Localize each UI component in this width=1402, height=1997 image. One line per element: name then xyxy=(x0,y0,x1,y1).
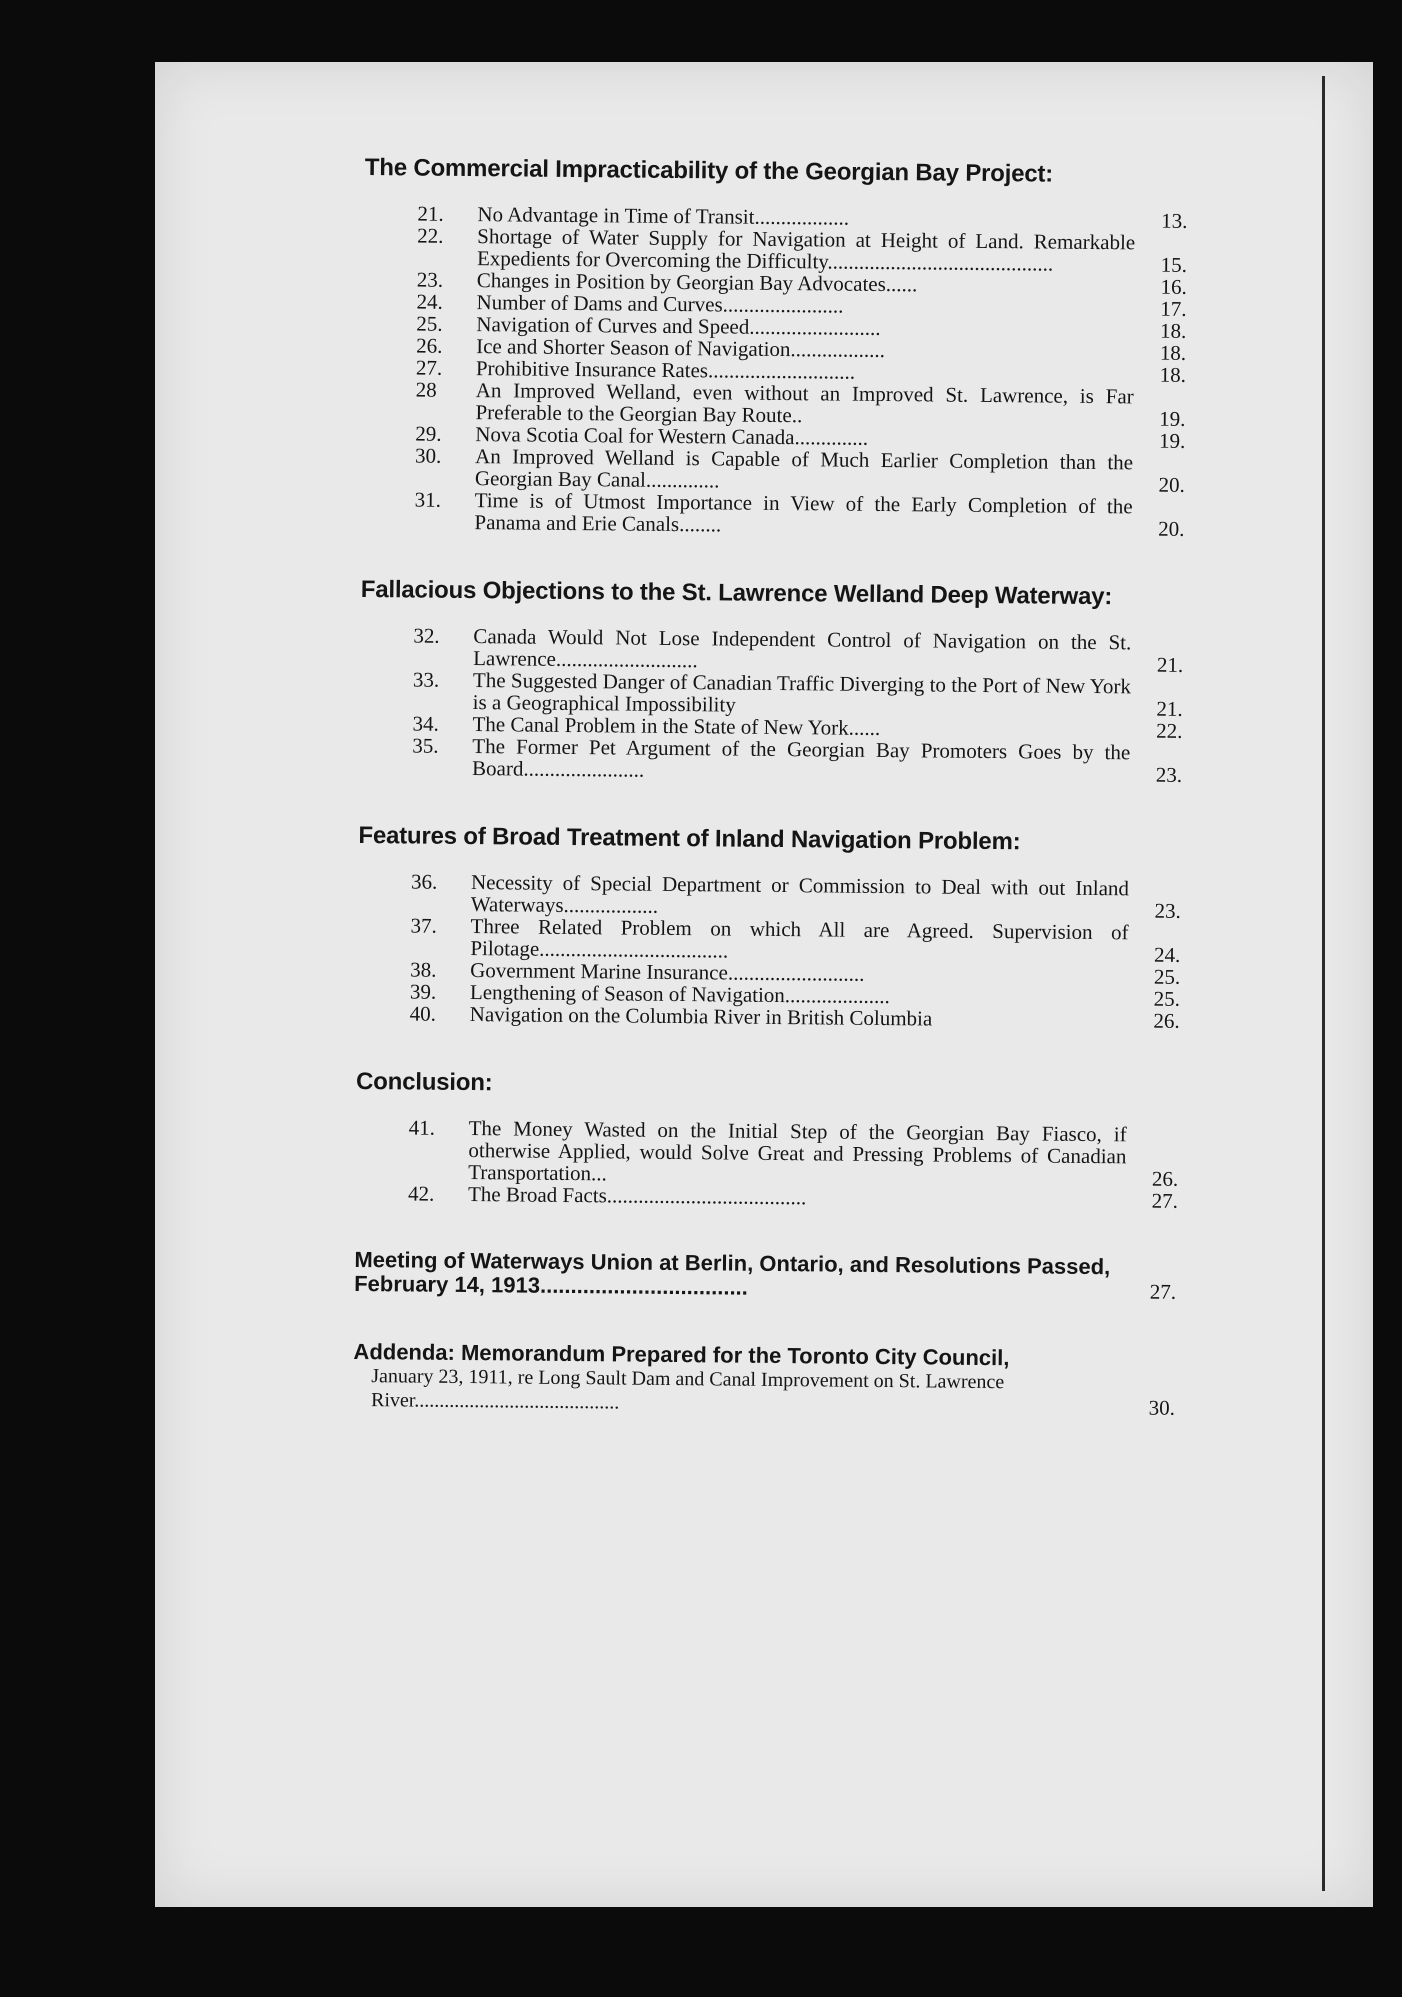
entry-title: Government Marine Insurance.......................... xyxy=(470,958,865,986)
entry-number: 41. xyxy=(408,1115,436,1140)
entry-number: 33. xyxy=(412,667,440,692)
entry-number: 42. xyxy=(407,1181,435,1206)
addenda-row xyxy=(353,1364,1175,1420)
toc-entry xyxy=(408,1116,1179,1189)
entry-title: The Suggested Danger of Canadian Traffic Diverging to the Port of New York is a Geographical Impossibility xyxy=(472,668,1132,717)
entry-page: 27. xyxy=(1151,1188,1179,1213)
entry-number: 26. xyxy=(416,333,443,358)
section-broad-treatment xyxy=(357,822,1339,1033)
entry-title: The Former Pet Argument of the Georgian Bay Promoters Goes by the Board....................... xyxy=(471,734,1131,782)
entry-page: 20. xyxy=(1158,516,1185,541)
entry-page: 24. xyxy=(1153,942,1181,967)
entry-page: 22. xyxy=(1156,718,1183,743)
toc-entry xyxy=(414,488,1184,539)
entry-page: 25. xyxy=(1153,964,1181,989)
section-heading: Fallacious Objections to the St. Lawrence Welland Deep Waterway: xyxy=(360,575,1113,611)
entry-title: Navigation on the Columbia River in British Columbia xyxy=(469,1002,933,1031)
entry-number: 36. xyxy=(410,869,438,894)
entry-list xyxy=(408,1116,1179,1211)
entry-number: 23. xyxy=(416,267,444,292)
entry-number: 32. xyxy=(413,623,440,648)
entry-title: Number of Dams and Curves....................... xyxy=(476,290,844,318)
entry-title: An Improved Welland, even without an Improved St. Lawrence, is Far Preferable to the Georgian Bay Route.. xyxy=(475,378,1134,428)
entry-number: 27. xyxy=(415,355,443,380)
entry-number: 30. xyxy=(414,443,442,468)
entry-title: Three Related Problem on which All are Agreed. Supervision of Pilotage.................................... xyxy=(470,914,1129,963)
entry-title: The Canal Problem in the State of New York...... xyxy=(472,712,881,740)
entry-page: 26. xyxy=(1151,1166,1179,1191)
toc-entry xyxy=(412,734,1182,785)
entry-number: 39. xyxy=(409,979,437,1004)
meeting-page: 27. xyxy=(1149,1279,1177,1304)
entry-number: 34. xyxy=(412,711,439,736)
entry-title: Nova Scotia Coal for Western Canada.............. xyxy=(475,422,869,450)
section-heading: Conclusion: xyxy=(355,1067,493,1097)
entry-title: Shortage of Water Supply for Navigation at Height of Land. Remarkable Expedients for Overcoming the Difficulty........................................... xyxy=(476,224,1136,276)
entry-title: Lengthening of Season of Navigation.................... xyxy=(469,980,890,1009)
entry-list xyxy=(412,624,1183,785)
entry-title: The Money Wasted on the Initial Step of the Georgian Bay Fiasco, if otherwise Applied, would Solve Great and Pressing Problems of Canadian Transportation... xyxy=(468,1116,1127,1186)
entry-title: Prohibitive Insurance Rates............................ xyxy=(475,356,856,384)
entry-number: 37. xyxy=(410,913,437,938)
addenda-entry xyxy=(353,1340,1334,1421)
entry-page: 21. xyxy=(1156,652,1184,677)
meeting-row xyxy=(354,1248,1176,1304)
entry-page: 13. xyxy=(1161,208,1188,233)
entry-title: The Broad Facts...................................... xyxy=(467,1182,807,1210)
entry-page: 23. xyxy=(1154,898,1181,923)
entry-list xyxy=(414,203,1187,540)
entry-title: Navigation of Curves and Speed......................... xyxy=(476,312,881,340)
section-georgian-bay-impracticability xyxy=(361,154,1345,541)
entry-number: 31. xyxy=(414,487,442,512)
entry-number: 24. xyxy=(416,289,443,314)
entry-title: Ice and Shorter Season of Navigation.................. xyxy=(476,334,886,362)
entry-title: Changes in Position by Georgian Bay Advocates...... xyxy=(476,268,918,297)
entry-number: 40. xyxy=(409,1001,437,1026)
entry-number: 29. xyxy=(415,421,442,446)
entry-title: Time is of Utmost Importance in View of the Early Completion of the Panama and Erie Canals........ xyxy=(474,488,1133,537)
entry-page: 18. xyxy=(1159,340,1187,365)
entry-page: 16. xyxy=(1160,274,1187,299)
entry-number: 25. xyxy=(416,311,443,336)
entry-page: 25. xyxy=(1153,986,1181,1011)
meeting-entry xyxy=(354,1248,1334,1305)
entry-page: 26. xyxy=(1153,1008,1180,1033)
entry-title: Canada Would Not Lose Independent Control of Navigation on the St. Lawrence........................... xyxy=(473,624,1132,673)
table-of-contents xyxy=(353,154,1345,1465)
entry-page: 19. xyxy=(1159,406,1186,431)
entry-page: 23. xyxy=(1155,762,1183,787)
entry-number: 28 xyxy=(415,377,437,402)
addenda-title: Addenda: Memorandum Prepared for the Toronto City Council, xyxy=(353,1338,1010,1371)
entry-page: 18. xyxy=(1159,318,1187,343)
meeting-title: Meeting of Waterways Union at Berlin, Ontario, and Resolutions Passed, February 14, 1913.................................. xyxy=(354,1246,1111,1300)
document-page xyxy=(155,62,1373,1907)
entry-page: 15. xyxy=(1160,252,1188,277)
addenda-subtitle: January 23, 1911, re Long Sault Dam and Canal Improvement on St. Lawrence River......................................... xyxy=(370,1365,1005,1414)
section-conclusion xyxy=(355,1068,1336,1213)
entry-title: An Improved Welland is Capable of Much Earlier Completion than the Georgian Bay Canal.............. xyxy=(474,444,1134,493)
entry-number: 38. xyxy=(410,957,437,982)
section-heading: Features of Broad Treatment of Inland Navigation Problem: xyxy=(358,821,1021,856)
addenda-page: 30. xyxy=(1148,1395,1176,1420)
entry-page: 18. xyxy=(1159,362,1187,387)
entry-title: Necessity of Special Department or Commission to Deal with out Inland Waterways.................. xyxy=(470,870,1130,918)
section-fallacious-objections xyxy=(359,576,1341,787)
entry-title: No Advantage in Time of Transit.................. xyxy=(477,202,850,230)
entry-number: 21. xyxy=(417,201,444,226)
entry-page: 20. xyxy=(1158,472,1185,497)
entry-page: 19. xyxy=(1158,428,1186,453)
entry-number: 35. xyxy=(412,733,439,758)
entry-number: 22. xyxy=(417,223,444,248)
entry-list xyxy=(410,870,1181,1031)
entry-page: 17. xyxy=(1160,296,1187,321)
section-heading: The Commercial Impracticability of the Georgian Bay Project: xyxy=(364,154,1054,188)
entry-page: 21. xyxy=(1156,696,1183,721)
